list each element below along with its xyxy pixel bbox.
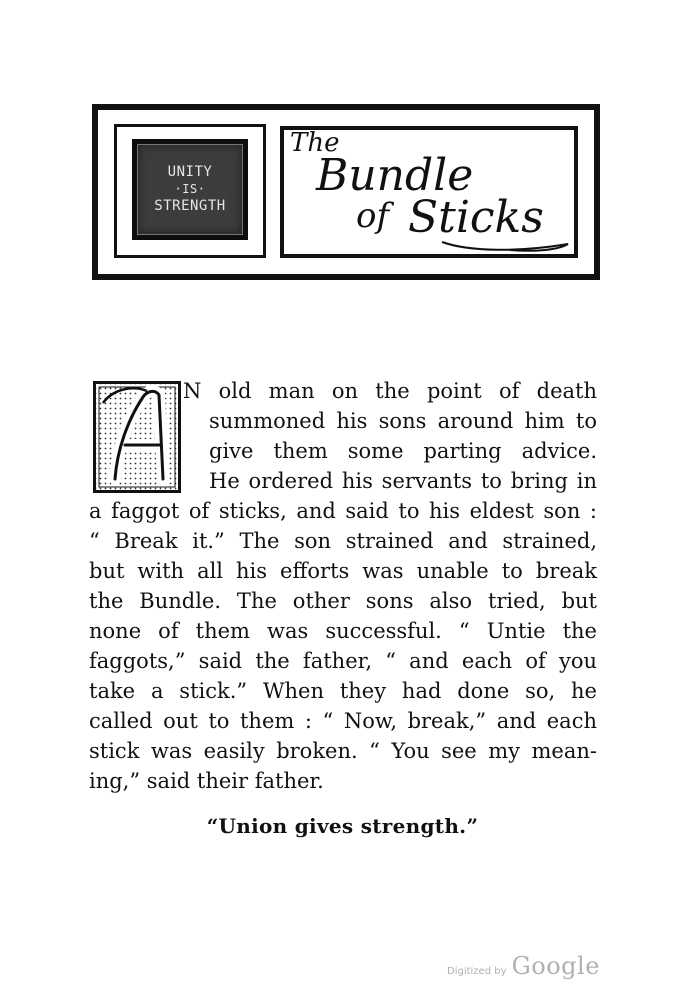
- story-text: [89, 376, 597, 796]
- text-line: faggots,” said the father, “ and each of you: [89, 649, 597, 673]
- watermark-prefix: Digitized by: [447, 966, 507, 977]
- text-line: a faggot of sticks, and said to his eldest son :: [89, 499, 597, 523]
- text-line: take a stick.” When they had done so, he: [89, 679, 597, 703]
- text-line: “ Break it.” The son strained and strained,: [89, 529, 597, 553]
- text-line: stick was easily broken. “ You see my mean-: [89, 739, 597, 763]
- title-the: The: [290, 128, 340, 158]
- moral-motto: “Union gives strength.”: [206, 814, 479, 838]
- unity-emblem: [132, 139, 248, 240]
- title-sticks: Sticks: [408, 192, 544, 243]
- watermark-brand: Google: [511, 952, 600, 980]
- emblem-line-3: STRENGTH: [154, 198, 226, 214]
- text-line: N old man on the point of death: [183, 379, 597, 403]
- text-line: the Bundle. The other sons also tried, but: [89, 589, 597, 613]
- title-bundle: Bundle: [316, 150, 474, 201]
- text-line: called out to them : “ Now, break,” and each: [89, 709, 597, 733]
- emblem-line-1: UNITY: [167, 164, 213, 180]
- text-line: but with all his efforts was unable to break: [89, 559, 597, 583]
- emblem-line-2: ·IS·: [174, 182, 206, 196]
- title-of: of: [356, 196, 390, 236]
- text-line: give them some parting advice.: [209, 439, 597, 463]
- text-line: none of them was successful. “ Untie the: [89, 619, 597, 643]
- text-line: He ordered his servants to bring in: [209, 469, 597, 493]
- text-line: ing,” said their father.: [89, 769, 324, 793]
- text-line: summoned his sons around him to: [209, 409, 597, 433]
- title-flourish: [440, 236, 572, 252]
- google-watermark: [447, 952, 600, 980]
